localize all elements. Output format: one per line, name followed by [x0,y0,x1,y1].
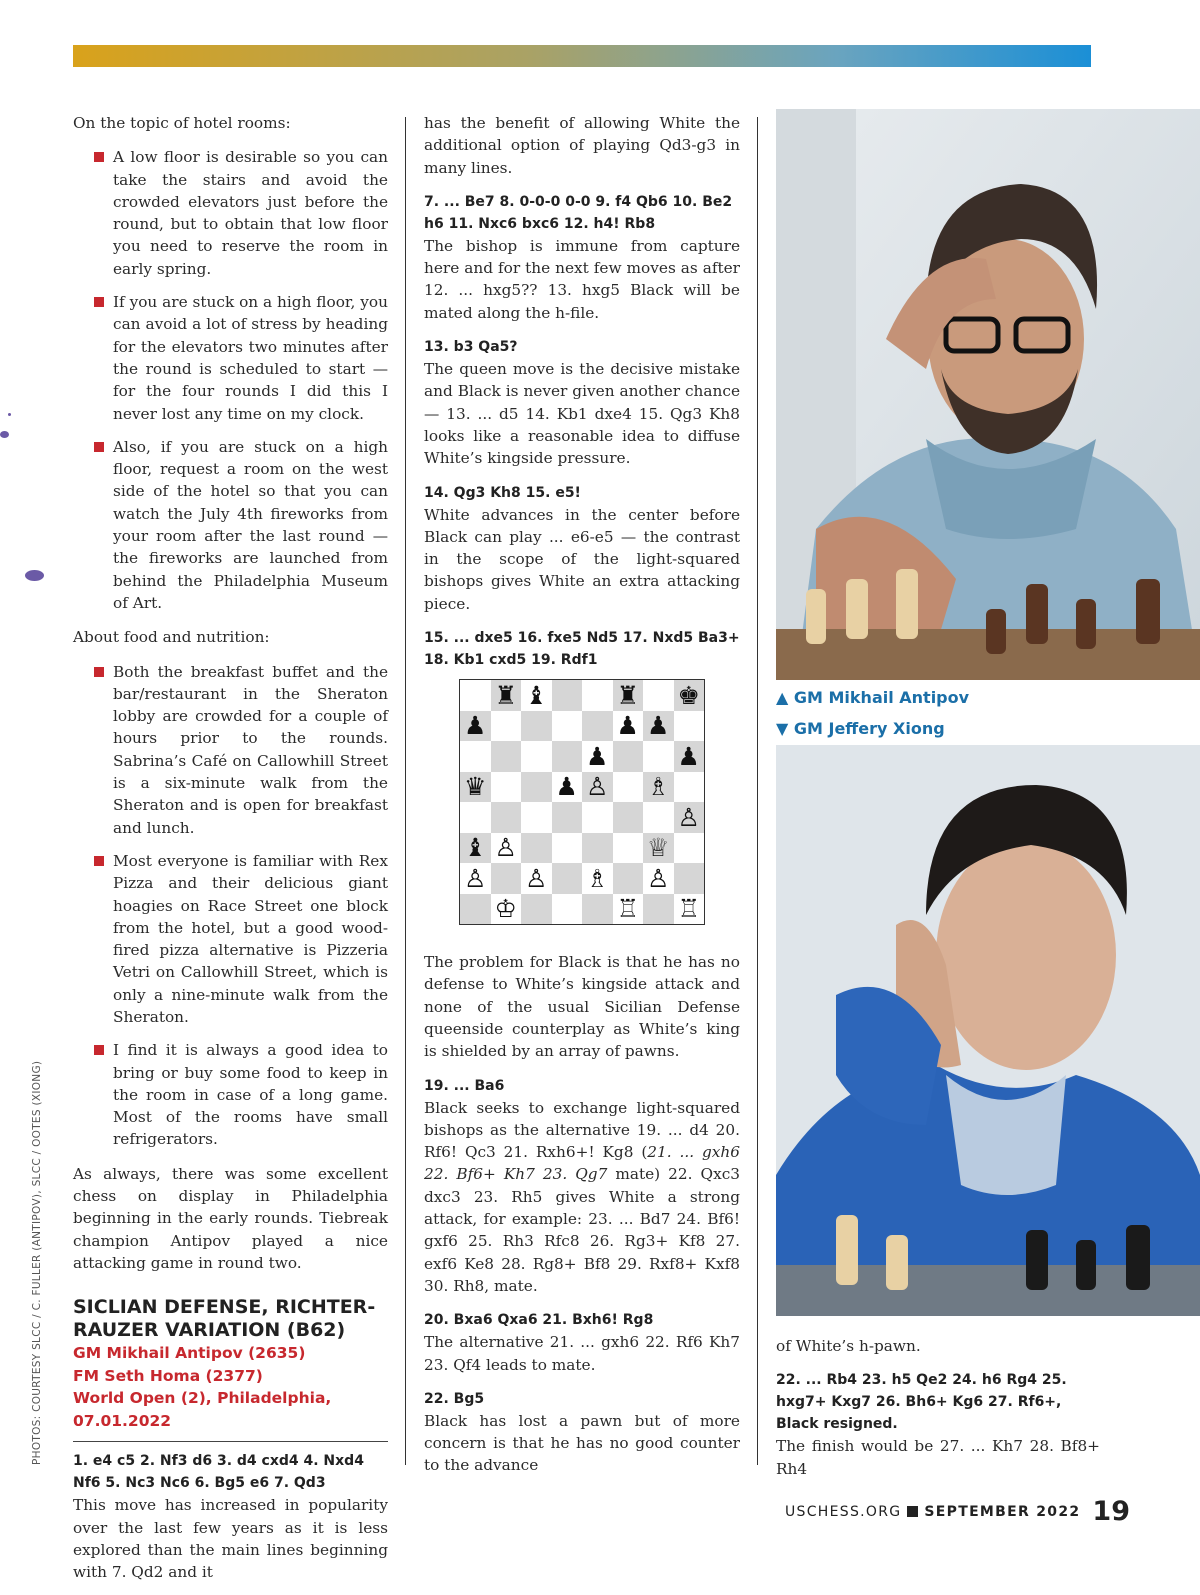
list-item: I find it is always a good idea to bring or buy some food to keep in the room in case of a long game. Most of the rooms have small refrigerators. [73,1039,388,1150]
board-square [491,741,522,772]
moves: 15. ... dxe5 16. fxe5 Nd5 17. Nxd5 Ba3+ 18. Kb1 cxd5 19. Rdf1 [424,630,740,669]
board-square [552,741,583,772]
board-square [460,802,491,833]
board-square [643,680,674,711]
board-square [491,863,522,894]
footer-square-icon [907,1506,918,1517]
column-divider [405,117,406,1465]
board-square [582,680,613,711]
board-square: ♗ [643,772,674,803]
board-square [521,711,552,742]
board-square [552,802,583,833]
board-square: ♟ [582,741,613,772]
moves: 22. ... Rb4 23. h5 Qe2 24. h6 Rg4 25. hxg7+ Kxg7 26. Bh6+ Kg6 27. Rf6+, Black resigned. [776,1372,1067,1433]
board-square: ♗ [582,863,613,894]
moves: 14. Qg3 Kh8 15. e5! [424,484,581,501]
list-item: Both the breakfast buffet and the bar/restaurant in the Sheraton lobby are crowded for a couple of hours prior to the rounds. Sabrina’s Café on Callowhill Street is a six-minute walk from the Sheraton and is open for breakfast and lunch. [73,661,388,839]
board-square [491,802,522,833]
board-square [582,894,613,925]
board-square: ♟ [460,711,491,742]
list-item: If you are stuck on a high floor, you can avoid a lot of stress by heading for the elevators two minutes after the round is scheduled to start — for the four rounds I did this I never lost any time on my clock. [73,291,388,425]
board-square: ♙ [674,802,705,833]
board-square [613,802,644,833]
bullet-square-icon [94,1045,104,1055]
board-square: ♝ [460,833,491,864]
divider [73,1441,388,1442]
board-square [643,741,674,772]
board-square [582,802,613,833]
annotation: The alternative 21. ... gxh6 22. Rf6 Kh7 23. Qf4 leads to mate. [424,1333,740,1374]
page-footer [785,1496,1130,1527]
list-item: Also, if you are stuck on a high floor, request a room on the west side of the hotel so that you can watch the July 4th fireworks from your room after the last round — the fireworks are launched from behind the Philadelphia Museum of Art. [73,436,388,614]
bullet-square-icon [94,152,104,162]
board-square [552,833,583,864]
board-square [521,833,552,864]
column-2 [424,112,740,1489]
bullet-square-icon [94,667,104,677]
board-square: ♙ [521,863,552,894]
board-square: ♟ [613,711,644,742]
board-square: ♖ [674,894,705,925]
white-player: GM Mikhail Antipov (2635) [73,1344,306,1363]
board-square [674,833,705,864]
caption-xiong: ▼ GM Jeffery Xiong [776,719,945,738]
board-square: ♟ [674,741,705,772]
annotation: White advances in the center before Black can play ... e6-e5 — the contrast in the scope of the light-squared bishops gives White an extra attacking piece. [424,505,740,613]
board-square [613,863,644,894]
event-date: 07.01.2022 [73,1411,172,1430]
annotation: The queen move is the decisive mistake and Black is never given another chance— 13. ... d5 14. Kb1 dxe4 15. Qg3 Kh8 looks like a reasonable idea to diffuse White’s kingside pressure. [424,360,740,468]
annotation: has the benefit of allowing White the additional option of playing Qd3-g3 in many lines. [424,114,740,177]
column-3-text [776,1335,1100,1492]
board-square: ♙ [643,863,674,894]
moves: 19. ... Ba6 [424,1077,505,1094]
board-square: ♜ [491,680,522,711]
annotation: Black seeks to exchange light-squared bishops as the alternative 19. ... d4 20. Rf6! Qc3 21. Rxh6+! Kg8 (21. ... gxh6 22. Bf6+ Kh7 23. Qg7 mate) 22. Qxc3 dxc3 23. Rh5 gives White a strong attack, for example: 23. ... Bd7 24. Bf6! gxf6 25. Rh3 Rfc8 26. Rg3+ Kf8 27. exf6 Ke8 28. Rg8+ Bf8 29. Rxf8+ Kxf8 30. Rh8, mate. [424,1098,740,1295]
moves: 13. b3 Qa5? [424,339,518,356]
annotation: The problem for Black is that he has no defense to White’s kingside attack and none of the usual Sicilian Defense queenside counterplay as White’s king is shielded by an array of pawns. [424,953,740,1061]
board-square: ♔ [491,894,522,925]
food-intro: About food and nutrition: [73,628,270,647]
column-divider [757,117,758,1465]
list-item: Most everyone is familiar with Rex Pizza and their delicious giant hoagies on Race Street one block from the hotel, but a good wood-fired pizza alternative is Pizzeria Vetri on Callowhill Street, which is only a nine-minute walk from the Sheraton. [73,850,388,1028]
bullet-square-icon [94,856,104,866]
board-square [460,680,491,711]
antipov-photo-image [776,109,1200,680]
board-square [491,711,522,742]
board-square [613,741,644,772]
board-square: ♟ [552,772,583,803]
board-square [582,833,613,864]
game-title: SICLIAN DEFENSE, RICHTER-RAUZER VARIATION (B62) [73,1296,376,1342]
board-square [552,711,583,742]
board-square: ♙ [460,863,491,894]
food-list [73,661,388,1151]
bullet-square-icon [94,297,104,307]
paint-splatter [8,413,11,416]
board-square: ♙ [491,833,522,864]
board-square: ♖ [613,894,644,925]
board-square: ♟ [643,711,674,742]
footer-issue: SEPTEMBER 2022 [924,1503,1081,1520]
board-square: ♕ [643,833,674,864]
board-square [521,772,552,803]
paint-splatter [25,570,44,581]
photo-credit: PHOTOS: COURTESY SLCC / C. FULLER (ANTIPOV), SLCC / OOTES (XIONG) [31,1060,43,1465]
caption-antipov: ▲ GM Mikhail Antipov [776,688,970,707]
board-square [552,863,583,894]
annotation: This move has increased in popularity over the last few years as it is less explored than the main lines beginning with 7. Qd2 and it [73,1496,388,1582]
column-1 [73,112,388,1595]
footer-site: USCHESS.ORG [785,1503,902,1520]
moves: 1. e4 c5 2. Nf3 d6 3. d4 cxd4 4. Nxd4 Nf6 5. Nc3 Nc6 6. Bg5 e6 7. Qd3 [73,1453,364,1492]
bullet-square-icon [94,442,104,452]
header-color-bar [73,45,1091,67]
annotation: The finish would be 27. ... Kh7 28. Bf8+ Rh4 [776,1437,1100,1478]
board-square [521,802,552,833]
moves: 20. Bxa6 Qxa6 21. Bxh6! Rg8 [424,1312,654,1329]
board-square [643,802,674,833]
hotel-list [73,146,388,614]
antipov-photo [776,109,1200,680]
board-square [613,772,644,803]
board-square [460,894,491,925]
board-square [674,863,705,894]
chess-diagram [459,679,705,925]
board-square: ♛ [460,772,491,803]
moves: 7. ... Be7 8. 0-0-0 0-0 9. f4 Qb6 10. Be2 h6 11. Nxc6 bxc6 12. h4! Rb8 [424,193,733,232]
xiong-photo-image [776,745,1200,1316]
board-square [491,772,522,803]
board-square [552,894,583,925]
board-square [552,680,583,711]
closing-paragraph: As always, there was some excellent chess on display in Philadelphia beginning in the early rounds. Tiebreak champion Antipov played a nice attacking game in round two. [73,1164,388,1272]
board-square [521,894,552,925]
paint-splatter [0,431,9,438]
annotation: of White’s h-pawn. [776,1337,921,1355]
xiong-photo [776,745,1200,1316]
board-square: ♝ [521,680,552,711]
board-square: ♜ [613,680,644,711]
board-square [582,711,613,742]
board-square [613,833,644,864]
hotel-intro: On the topic of hotel rooms: [73,114,291,132]
annotation: The bishop is immune from capture here and for the next few moves as after 12. ... hxg5?? 13. hxg5 Black will be mated along the h-file. [424,236,740,322]
board-square [521,741,552,772]
moves: 22. Bg5 [424,1390,485,1407]
board-square [460,741,491,772]
annotation: Black has lost a pawn but of more concern is that he has no good counter to the advance [424,1411,740,1475]
board-square [643,894,674,925]
list-item: A low floor is desirable so you can take the stairs and avoid the crowded elevators just before the round, but to obtain that low floor you need to reserve the room in early spring. [73,146,388,280]
board-square: ♙ [582,772,613,803]
event-name: World Open (2), Philadelphia, [73,1389,332,1408]
board-square [674,772,705,803]
page-number: 19 [1092,1496,1130,1527]
board-square [674,711,705,742]
black-player: FM Seth Homa (2377) [73,1366,263,1385]
board-square: ♚ [674,680,705,711]
